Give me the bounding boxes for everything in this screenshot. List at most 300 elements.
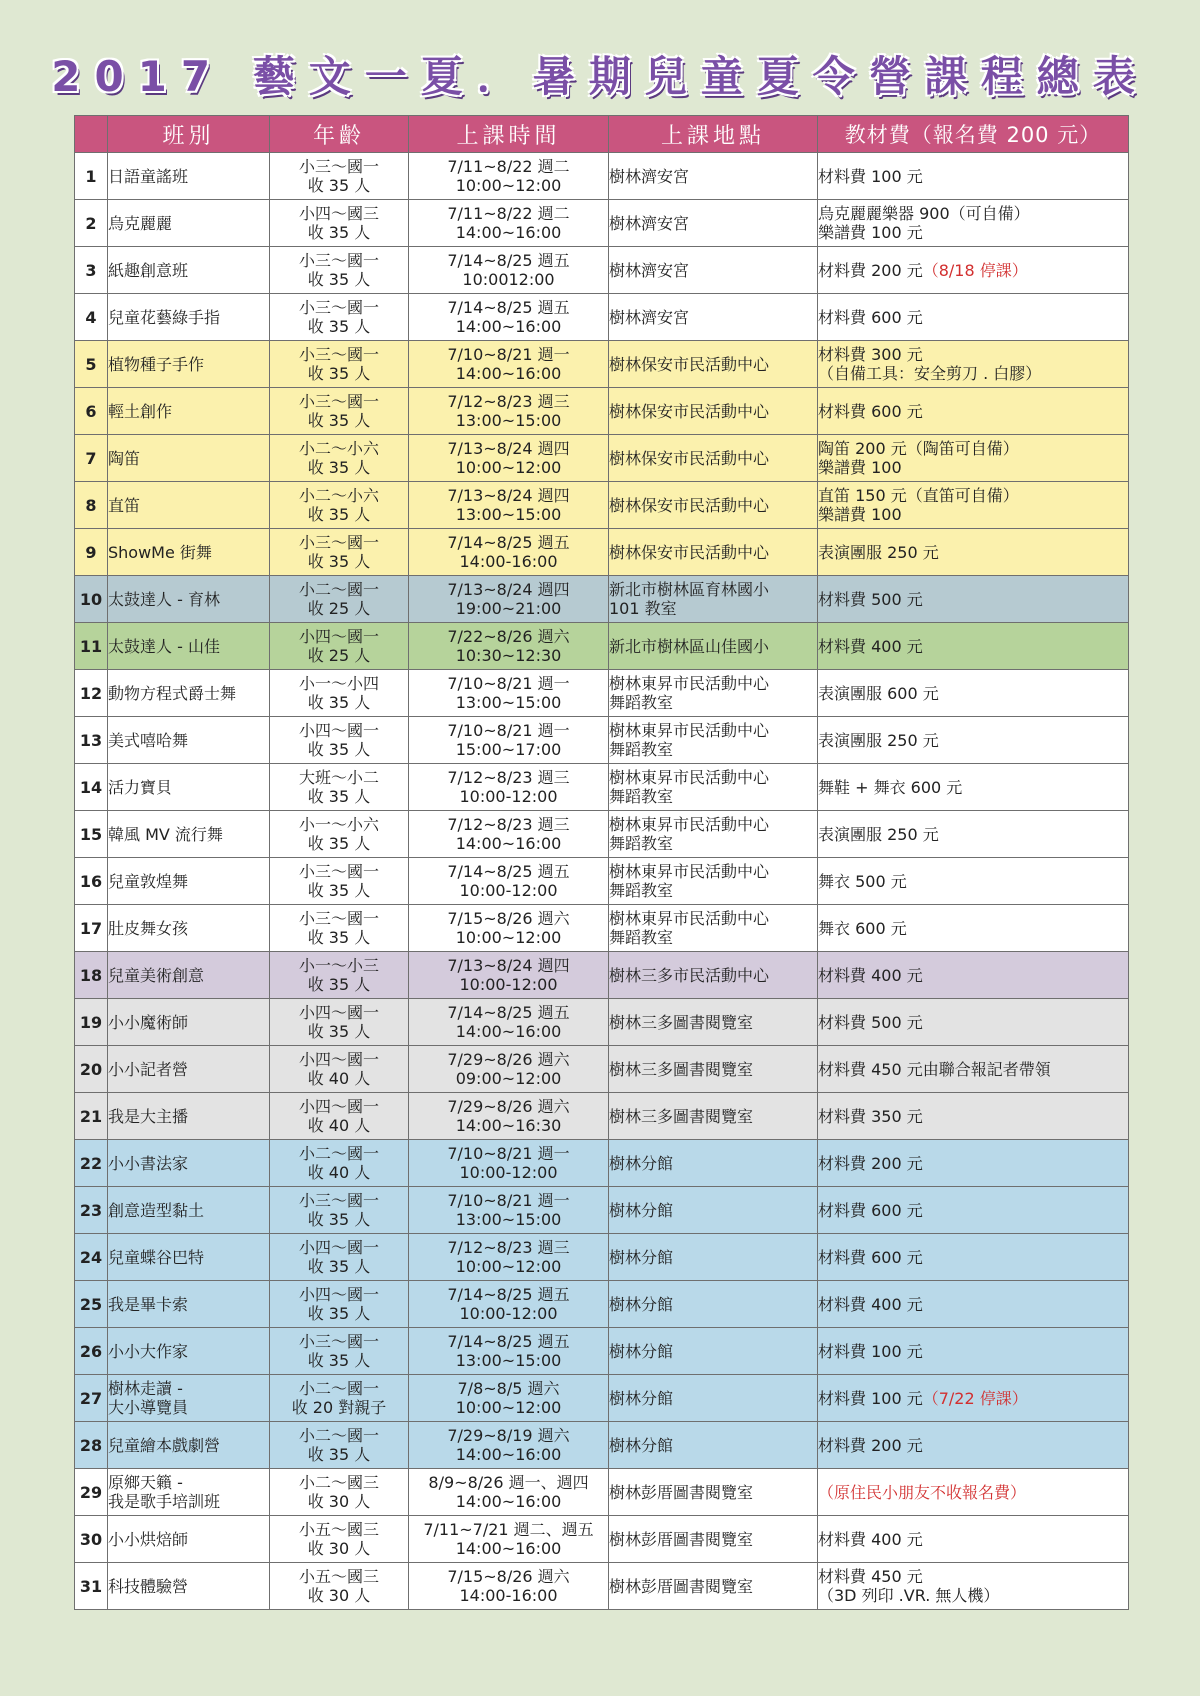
age-cell xyxy=(270,1281,409,1328)
place-line: 樹林東昇市民活動中心 xyxy=(609,768,770,787)
class-name-cell xyxy=(108,905,270,952)
row-number: 12 xyxy=(75,670,108,717)
age-line: 小二～小六 xyxy=(298,439,379,458)
place-cell xyxy=(609,952,818,999)
fee-cell xyxy=(818,341,1129,388)
table-row xyxy=(75,435,1129,482)
fee-cell xyxy=(818,811,1129,858)
age-line: 收 35 人 xyxy=(307,270,371,289)
age-line: 小一～小六 xyxy=(298,815,379,834)
age-cell xyxy=(270,153,409,200)
fee-cell xyxy=(818,764,1129,811)
place-line: 舞蹈教室 xyxy=(609,834,674,853)
row-number: 11 xyxy=(75,623,108,670)
name-line: 我是畢卡索 xyxy=(108,1294,189,1314)
time-line: 14:00~16:00 xyxy=(455,1022,562,1041)
row-number: 25 xyxy=(75,1281,108,1328)
fee-line: 材料費 400 元 xyxy=(818,1529,923,1549)
time-cell xyxy=(409,435,609,482)
place-cell xyxy=(609,670,818,717)
time-line: 13:00~15:00 xyxy=(455,693,562,712)
table-row xyxy=(75,1140,1129,1187)
table-row xyxy=(75,858,1129,905)
place-cell xyxy=(609,153,818,200)
fee-line: 樂譜費 100 xyxy=(818,458,902,477)
class-name-cell xyxy=(108,435,270,482)
fee-cell xyxy=(818,717,1129,764)
name-line: 兒童繪本戲劇營 xyxy=(108,1435,221,1455)
age-line: 小三～國一 xyxy=(298,392,379,411)
age-cell xyxy=(270,388,409,435)
time-line: 14:00~16:00 xyxy=(455,223,562,242)
table-row xyxy=(75,1046,1129,1093)
fee-cell xyxy=(818,247,1129,294)
time-line: 19:00~21:00 xyxy=(455,599,562,618)
row-number: 29 xyxy=(75,1469,108,1516)
place-cell xyxy=(609,1422,818,1469)
fee-line xyxy=(818,261,1128,280)
place-cell xyxy=(609,1469,818,1516)
place-line: 樹林三多市民活動中心 xyxy=(609,965,770,985)
place-cell xyxy=(609,811,818,858)
table-row xyxy=(75,1375,1129,1422)
name-line: 小小烘焙師 xyxy=(108,1529,189,1549)
table-row xyxy=(75,294,1129,341)
place-line: 樹林東昇市民活動中心 xyxy=(609,862,770,881)
time-line: 7/29~8/19 週六 xyxy=(447,1426,570,1445)
age-line: 收 40 人 xyxy=(307,1116,371,1135)
time-line: 7/11~8/22 週二 xyxy=(447,157,570,176)
course-schedule-table xyxy=(74,115,1129,1610)
header-row xyxy=(75,116,1129,153)
time-line: 7/10~8/21 週一 xyxy=(447,1191,570,1210)
table-body xyxy=(75,153,1129,1610)
age-line: 收 35 人 xyxy=(307,787,371,806)
class-name-cell xyxy=(108,1469,270,1516)
table-row xyxy=(75,952,1129,999)
place-line: 樹林濟安宮 xyxy=(609,307,690,327)
age-cell xyxy=(270,1516,409,1563)
fee-line xyxy=(818,1389,1128,1408)
time-line: 7/13~8/24 週四 xyxy=(447,439,570,458)
age-line: 收 35 人 xyxy=(307,458,371,477)
place-line: 樹林分館 xyxy=(609,1153,674,1173)
time-cell xyxy=(409,247,609,294)
fee-cell xyxy=(818,858,1129,905)
age-cell xyxy=(270,294,409,341)
place-line: 樹林分館 xyxy=(609,1388,674,1408)
name-line: 烏克麗麗 xyxy=(108,213,173,233)
fee-line: 舞衣 600 元 xyxy=(818,918,907,938)
name-line: 陶笛 xyxy=(108,448,141,468)
place-line: 樹林分館 xyxy=(609,1247,674,1267)
place-line: 新北市樹林區育林國小 xyxy=(609,580,770,599)
place-line: 樹林保安市民活動中心 xyxy=(609,495,770,515)
age-cell xyxy=(270,1469,409,1516)
time-line: 7/14~8/25 週五 xyxy=(447,1003,570,1022)
age-line: 小三～國一 xyxy=(298,1332,379,1351)
age-line: 收 40 人 xyxy=(307,1163,371,1182)
place-line: 樹林三多圖書閱覽室 xyxy=(609,1059,754,1079)
age-line: 收 35 人 xyxy=(307,1257,371,1276)
fee-cell xyxy=(818,999,1129,1046)
age-line: 收 35 人 xyxy=(307,223,371,242)
header-age: 年齡 xyxy=(270,116,409,153)
row-number: 10 xyxy=(75,576,108,623)
age-cell xyxy=(270,200,409,247)
row-number: 23 xyxy=(75,1187,108,1234)
row-number: 31 xyxy=(75,1563,108,1610)
age-line: 收 40 人 xyxy=(307,1069,371,1088)
age-cell xyxy=(270,670,409,717)
fee-cell xyxy=(818,1281,1129,1328)
fee-cell xyxy=(818,482,1129,529)
fee-line: 陶笛 200 元（陶笛可自備） xyxy=(818,439,1019,458)
place-line: 樹林彭厝圖書閱覽室 xyxy=(609,1576,754,1596)
age-line: 收 35 人 xyxy=(307,1210,371,1229)
fee-cell xyxy=(818,1234,1129,1281)
place-line: 樹林保安市民活動中心 xyxy=(609,542,770,562)
place-line: 樹林濟安宮 xyxy=(609,213,690,233)
place-line: 樹林東昇市民活動中心 xyxy=(609,909,770,928)
place-cell xyxy=(609,388,818,435)
age-line: 收 35 人 xyxy=(307,928,371,947)
fee-cell xyxy=(818,1187,1129,1234)
table-row xyxy=(75,200,1129,247)
time-line: 14:00-16:00 xyxy=(459,552,558,571)
time-cell xyxy=(409,999,609,1046)
time-line: 14:00~16:00 xyxy=(455,317,562,336)
time-line: 7/13~8/24 週四 xyxy=(447,956,570,975)
time-cell xyxy=(409,153,609,200)
class-name-cell xyxy=(108,294,270,341)
fee-line: 材料費 300 元 xyxy=(818,345,923,364)
name-line: 動物方程式爵士舞 xyxy=(108,683,237,703)
fee-note: （8/18 停課） xyxy=(922,260,1028,280)
fee-cell xyxy=(818,529,1129,576)
age-line: 小二～國一 xyxy=(298,1426,379,1445)
row-number: 22 xyxy=(75,1140,108,1187)
place-line: 舞蹈教室 xyxy=(609,693,674,712)
age-cell xyxy=(270,247,409,294)
age-line: 小一～小四 xyxy=(298,674,379,693)
time-line: 7/14~8/25 週五 xyxy=(447,251,570,270)
table-row xyxy=(75,576,1129,623)
name-line: 美式嘻哈舞 xyxy=(108,730,189,750)
time-line: 10:00~12:00 xyxy=(455,458,562,477)
place-cell xyxy=(609,1328,818,1375)
name-line: 太鼓達人 - 山佳 xyxy=(108,636,220,656)
place-line: 樹林三多圖書閱覽室 xyxy=(609,1012,754,1032)
place-line: 樹林彭厝圖書閱覽室 xyxy=(609,1529,754,1549)
age-cell xyxy=(270,1187,409,1234)
age-cell xyxy=(270,905,409,952)
fee-line: 樂譜費 100 元 xyxy=(818,223,923,242)
time-line: 7/8~8/5 週六 xyxy=(457,1379,560,1398)
place-cell xyxy=(609,435,818,482)
name-line: 科技體驗營 xyxy=(108,1576,189,1596)
fee-cell xyxy=(818,1328,1129,1375)
time-line: 10:0012:00 xyxy=(462,270,555,289)
row-number: 15 xyxy=(75,811,108,858)
class-name-cell xyxy=(108,1328,270,1375)
age-cell xyxy=(270,999,409,1046)
table-row xyxy=(75,811,1129,858)
time-line: 10:00~12:00 xyxy=(455,1257,562,1276)
age-line: 收 35 人 xyxy=(307,1351,371,1370)
time-line: 7/10~8/21 週一 xyxy=(447,1144,570,1163)
age-cell xyxy=(270,576,409,623)
row-number: 16 xyxy=(75,858,108,905)
age-cell xyxy=(270,1328,409,1375)
age-cell xyxy=(270,1563,409,1610)
table-row xyxy=(75,1469,1129,1516)
time-cell xyxy=(409,764,609,811)
place-line: 樹林彭厝圖書閱覽室 xyxy=(609,1482,754,1502)
fee-cell xyxy=(818,1375,1129,1422)
time-line: 7/15~8/26 週六 xyxy=(447,909,570,928)
class-name-cell xyxy=(108,576,270,623)
name-line: 植物種子手作 xyxy=(108,354,205,374)
place-cell xyxy=(609,294,818,341)
time-line: 7/15~8/26 週六 xyxy=(447,1567,570,1586)
place-cell xyxy=(609,1140,818,1187)
age-cell xyxy=(270,482,409,529)
place-cell xyxy=(609,1375,818,1422)
place-line: 樹林濟安宮 xyxy=(609,166,690,186)
name-line: 紙趣創意班 xyxy=(108,260,189,280)
age-cell xyxy=(270,623,409,670)
place-line: 樹林分館 xyxy=(609,1435,674,1455)
name-line: 兒童敦煌舞 xyxy=(108,871,189,891)
name-line: 活力寶貝 xyxy=(108,777,173,797)
age-cell xyxy=(270,341,409,388)
place-cell xyxy=(609,1093,818,1140)
time-line: 10:00-12:00 xyxy=(459,1304,558,1323)
fee-line: 直笛 150 元（直笛可自備） xyxy=(818,486,1019,505)
table-row xyxy=(75,905,1129,952)
row-number: 5 xyxy=(75,341,108,388)
table-row xyxy=(75,153,1129,200)
fee-line: 材料費 450 元 xyxy=(818,1567,923,1586)
table-header xyxy=(75,116,1129,153)
age-line: 小一～小三 xyxy=(298,956,379,975)
place-cell xyxy=(609,999,818,1046)
age-cell xyxy=(270,435,409,482)
row-number: 4 xyxy=(75,294,108,341)
age-line: 收 25 人 xyxy=(307,646,371,665)
fee-line: 材料費 600 元 xyxy=(818,401,923,421)
age-line: 小三～國一 xyxy=(298,157,379,176)
class-name-cell xyxy=(108,764,270,811)
table-row xyxy=(75,482,1129,529)
place-line: 101 教室 xyxy=(609,599,677,618)
row-number: 7 xyxy=(75,435,108,482)
age-line: 小四～國一 xyxy=(298,1003,379,1022)
place-cell xyxy=(609,1281,818,1328)
class-name-cell xyxy=(108,482,270,529)
time-line: 14:00~16:00 xyxy=(455,1492,562,1511)
place-cell xyxy=(609,482,818,529)
time-cell xyxy=(409,388,609,435)
time-line: 14:00~16:00 xyxy=(455,1539,562,1558)
class-name-cell xyxy=(108,1281,270,1328)
time-line: 10:00-12:00 xyxy=(459,787,558,806)
fee-cell xyxy=(818,388,1129,435)
fee-line: 材料費 600 元 xyxy=(818,307,923,327)
time-line: 10:00~12:00 xyxy=(455,1398,562,1417)
table-row xyxy=(75,717,1129,764)
age-line: 小四～國一 xyxy=(298,1050,379,1069)
time-line: 7/10~8/21 週一 xyxy=(447,674,570,693)
age-line: 小三～國一 xyxy=(298,862,379,881)
fee-cell xyxy=(818,905,1129,952)
time-line: 13:00~15:00 xyxy=(455,1351,562,1370)
class-name-cell xyxy=(108,717,270,764)
age-cell xyxy=(270,858,409,905)
fee-line: 材料費 100 元 xyxy=(818,166,923,186)
fee-cell xyxy=(818,1516,1129,1563)
age-line: 收 35 人 xyxy=(307,176,371,195)
class-name-cell xyxy=(108,1422,270,1469)
time-cell xyxy=(409,952,609,999)
row-number: 18 xyxy=(75,952,108,999)
name-line: 原鄉天籟 - xyxy=(108,1473,183,1492)
time-cell xyxy=(409,905,609,952)
time-cell xyxy=(409,1469,609,1516)
age-line: 大班～小二 xyxy=(298,768,379,787)
fee-line: 材料費 600 元 xyxy=(818,1200,923,1220)
table-row xyxy=(75,529,1129,576)
time-cell xyxy=(409,1140,609,1187)
fee-cell xyxy=(818,435,1129,482)
fee-line: 材料費 400 元 xyxy=(818,965,923,985)
time-cell xyxy=(409,811,609,858)
name-line: 日語童謠班 xyxy=(108,166,189,186)
row-number: 19 xyxy=(75,999,108,1046)
time-line: 8/9~8/26 週一、週四 xyxy=(428,1473,589,1492)
fee-line: 材料費 350 元 xyxy=(818,1106,923,1126)
fee-cell xyxy=(818,1093,1129,1140)
row-number: 9 xyxy=(75,529,108,576)
time-line: 7/10~8/21 週一 xyxy=(447,721,570,740)
table-row xyxy=(75,999,1129,1046)
fee-cell xyxy=(818,200,1129,247)
place-cell xyxy=(609,764,818,811)
age-line: 小二～國一 xyxy=(298,580,379,599)
fee-cell xyxy=(818,1469,1129,1516)
table-row xyxy=(75,670,1129,717)
age-line: 小三～國一 xyxy=(298,298,379,317)
time-cell xyxy=(409,1328,609,1375)
name-line: 韓風 MV 流行舞 xyxy=(108,824,223,844)
time-line: 7/29~8/26 週六 xyxy=(447,1097,570,1116)
time-cell xyxy=(409,1422,609,1469)
name-line: 大小導覽員 xyxy=(108,1398,189,1417)
row-number: 3 xyxy=(75,247,108,294)
time-cell xyxy=(409,1046,609,1093)
age-line: 小三～國一 xyxy=(298,345,379,364)
place-cell xyxy=(609,623,818,670)
name-line: 肚皮舞女孩 xyxy=(108,918,189,938)
class-name-cell xyxy=(108,1140,270,1187)
class-name-cell xyxy=(108,1375,270,1422)
place-line: 樹林保安市民活動中心 xyxy=(609,448,770,468)
fee-cell xyxy=(818,952,1129,999)
name-line: 小小記者營 xyxy=(108,1059,189,1079)
class-name-cell xyxy=(108,1187,270,1234)
age-line: 收 35 人 xyxy=(307,834,371,853)
age-line: 收 35 人 xyxy=(307,1304,371,1323)
header-fee: 教材費（報名費 200 元） xyxy=(818,116,1129,153)
class-name-cell xyxy=(108,388,270,435)
time-line: 14:00~16:00 xyxy=(455,1445,562,1464)
fee-cell xyxy=(818,576,1129,623)
row-number: 6 xyxy=(75,388,108,435)
age-line: 收 30 人 xyxy=(307,1586,371,1605)
name-line: 兒童花藝綠手指 xyxy=(108,307,221,327)
time-line: 7/10~8/21 週一 xyxy=(447,345,570,364)
place-line: 樹林分館 xyxy=(609,1294,674,1314)
time-line: 7/14~8/25 週五 xyxy=(447,298,570,317)
fee-text: 材料費 100 元 xyxy=(818,1388,923,1408)
time-line: 14:00~16:00 xyxy=(455,834,562,853)
table-row xyxy=(75,247,1129,294)
time-line: 13:00~15:00 xyxy=(455,505,562,524)
place-line: 樹林東昇市民活動中心 xyxy=(609,721,770,740)
time-line: 7/11~7/21 週二、週五 xyxy=(423,1520,594,1539)
fee-cell xyxy=(818,153,1129,200)
age-line: 收 35 人 xyxy=(307,364,371,383)
age-cell xyxy=(270,1140,409,1187)
name-line: ShowMe 街舞 xyxy=(108,542,212,562)
place-line: 舞蹈教室 xyxy=(609,928,674,947)
class-name-cell xyxy=(108,1046,270,1093)
table-row xyxy=(75,1328,1129,1375)
fee-line: （3D 列印 .VR. 無人機） xyxy=(818,1586,1000,1605)
time-cell xyxy=(409,858,609,905)
time-line: 14:00~16:30 xyxy=(455,1116,562,1135)
place-cell xyxy=(609,1187,818,1234)
fee-text: 材料費 200 元 xyxy=(818,260,923,280)
class-name-cell xyxy=(108,153,270,200)
age-line: 小四～國一 xyxy=(298,1238,379,1257)
class-name-cell xyxy=(108,999,270,1046)
time-line: 7/11~8/22 週二 xyxy=(447,204,570,223)
row-number: 21 xyxy=(75,1093,108,1140)
age-line: 收 20 對親子 xyxy=(291,1398,387,1417)
class-name-cell xyxy=(108,247,270,294)
class-name-cell xyxy=(108,858,270,905)
time-cell xyxy=(409,1093,609,1140)
time-line: 15:00~17:00 xyxy=(455,740,562,759)
table-row xyxy=(75,1563,1129,1610)
place-cell xyxy=(609,1516,818,1563)
table-row xyxy=(75,1516,1129,1563)
age-cell xyxy=(270,1375,409,1422)
age-line: 收 35 人 xyxy=(307,740,371,759)
age-line: 小四～國一 xyxy=(298,1097,379,1116)
table-row xyxy=(75,623,1129,670)
time-line: 7/12~8/23 週三 xyxy=(447,815,570,834)
fee-line: 樂譜費 100 xyxy=(818,505,902,524)
name-line: 創意造型黏土 xyxy=(108,1200,205,1220)
time-line: 7/12~8/23 週三 xyxy=(447,392,570,411)
fee-note: （原住民小朋友不收報名費） xyxy=(818,1482,1027,1502)
place-cell xyxy=(609,717,818,764)
time-line: 10:00~12:00 xyxy=(455,928,562,947)
row-number: 27 xyxy=(75,1375,108,1422)
